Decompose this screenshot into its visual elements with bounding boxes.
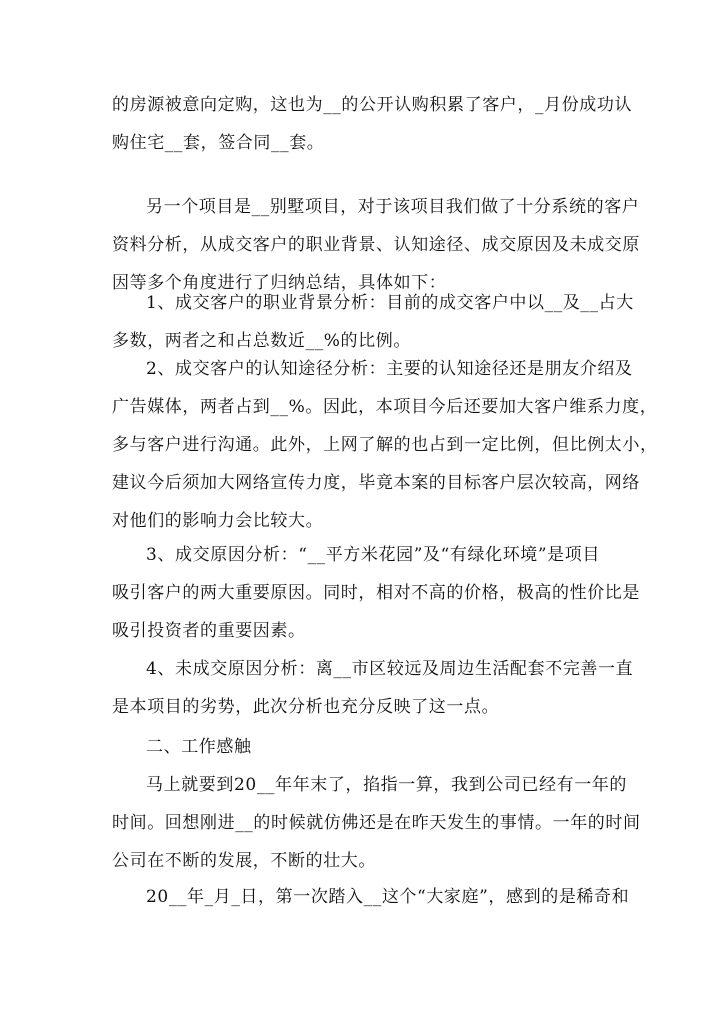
- text-line: 购住宅__套，签合同__套。: [112, 133, 325, 153]
- text-line: 3、成交原因分析：“__平方米花园”及“有绿化环境”是项目: [146, 545, 600, 565]
- paragraph: [112, 86, 633, 162]
- text-line: 公司在不断的发展，不断的壮大。: [112, 851, 376, 871]
- paragraph: [112, 536, 640, 650]
- text-line: 广告媒体，两者占到__%。因此，本项目今后还要加大客户维系力度，: [112, 397, 658, 417]
- text-line: 另一个项目是__别墅项目，对于该项目我们做了十分系统的客户: [146, 197, 640, 217]
- text-line: 20__年_月_日，第一次踏入__这个“大家庭”，感到的是稀奇和: [146, 887, 630, 907]
- text-line: 因等多个角度进行了归纳总结，具体如下：: [112, 273, 447, 293]
- section-heading: [112, 728, 612, 766]
- text-line: 多与客户进行沟通。此外，上网了解的也占到一定比例，但比例太小，: [112, 435, 658, 455]
- text-line: 对他们的影响力会比较大。: [112, 511, 324, 531]
- text-line: 吸引客户的两大重要原因。同时，相对不高的价格，极高的性价比是: [112, 583, 640, 603]
- text-line: 多数，两者之和占总数近__%的比例。: [112, 331, 411, 351]
- text-line: 1、成交客户的职业背景分析：目前的成交客户中以__及__占大: [146, 293, 634, 313]
- paragraph: [112, 766, 641, 880]
- text-line: 时间。回想刚进__的时候就仿佛还是在昨天发生的事情。一年的时间: [112, 813, 641, 833]
- text-line: 资料分析，从成交客户的职业背景、认知途径、成交原因及未成交原: [112, 235, 640, 255]
- text-line: 建议今后须加大网络宣传力度，毕竟本案的目标客户层次较高，网络: [112, 473, 640, 493]
- text-line: 2、成交客户的认知途径分析：主要的认知途径还是朋友介绍及: [146, 359, 633, 379]
- paragraph: [112, 284, 634, 360]
- text-line: 4、未成交原因分析：离__市区较远及周边生活配套不完善一直: [146, 659, 634, 679]
- paragraph: [112, 350, 658, 540]
- text-line: 二、工作感触: [146, 737, 252, 757]
- text-line: 的房源被意向定购，这也为__的公开认购积累了客户，_月份成功认: [112, 95, 633, 115]
- text-line: 是本项目的劣势，此次分析也充分反映了这一点。: [112, 697, 500, 717]
- text-line: 吸引投资者的重要因素。: [112, 621, 306, 641]
- paragraph: [112, 878, 630, 916]
- paragraph: [112, 650, 634, 726]
- text-line: 马上就要到20__年年末了，掐指一算，我到公司已经有一年的: [146, 775, 628, 795]
